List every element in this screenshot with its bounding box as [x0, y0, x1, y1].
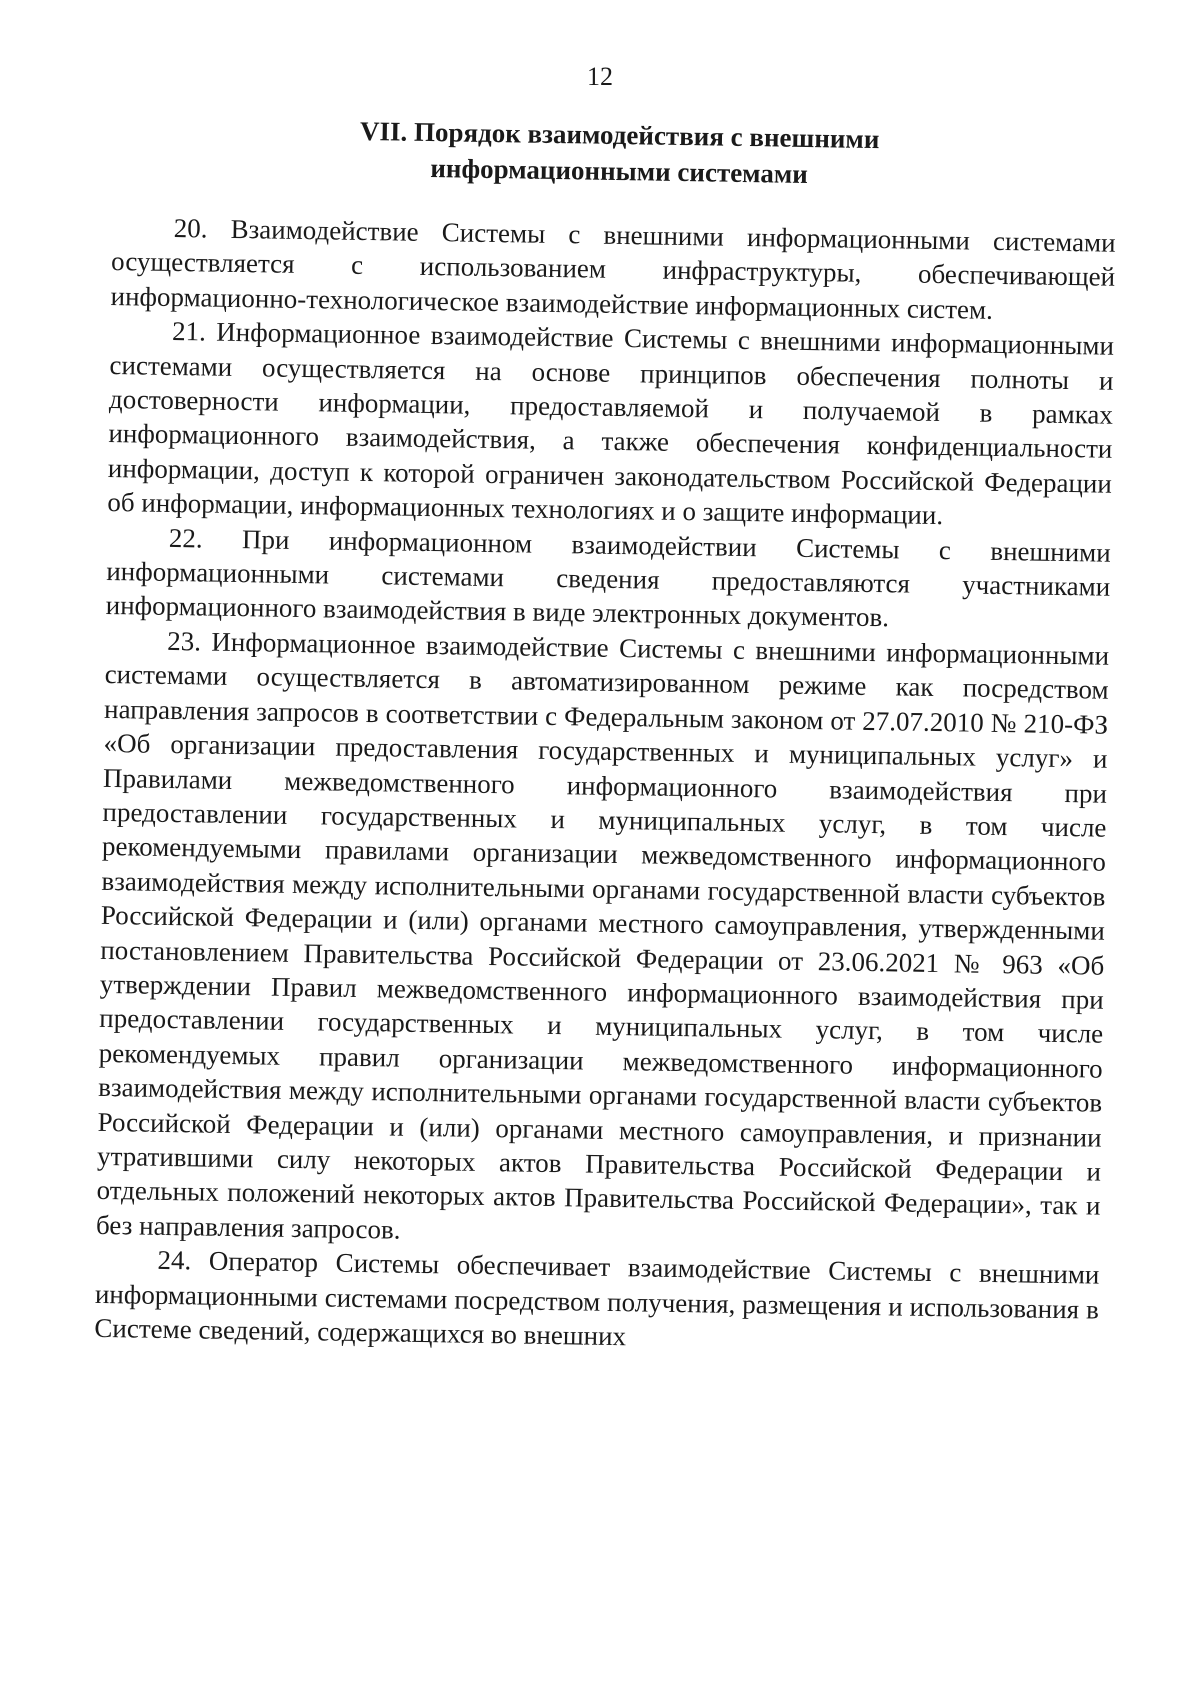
paragraph-22: 22. При информационном взаимодействии Системы с внешними информационными системами сведения предоставляются участниками информационного взаимодействия в виде электронных документов. [105, 522, 1111, 633]
page-number: 12 [587, 62, 613, 91]
paragraph-21: 21. Информационное взаимодействие Системы с внешними информационными системами осуществляется на основе принципов обеспечения полноты и достоверности информации, предоставляемой и получаемой в рамках информационного взаимодействия, а также обеспечения конфиденциальности информации, доступ к которой ограничен законодательством Российской Федерации об информации, информационных технологиях и о защите информации. [107, 316, 1115, 531]
paragraph-23: 23. Информационное взаимодействие Системы с внешними информационными системами осуществляется в автоматизированном режиме как посредством направления запросов в соответствии с Федеральным законом от 27.07.2010 № 210-ФЗ «Об организации предоставления государственных и муниципальных услуг» и Правилами межведомственного информационного взаимодействия при предоставлении государственных и муниципальных услуг, в том числе рекомендуемыми правилами организации межведомственного информационного взаимодействия между исполнительными органами государственной власти субъектов Российской Федерации и (или) органами местного самоуправления, утвержденными постановлением Правительства Российской Федерации от 23.06.2021 № 963 «Об утверждении Правил межведомственного информационного взаимодействия при предоставлении государственных и муниципальных услуг, в том числе рекомендуемых правил организации межведомственного информационного взаимодействия между исполнительными органами государственной власти субъектов Российской Федерации и (или) органами местного самоуправления, и признании утратившими силу некоторых актов Правительства Российской Федерации и отдельных положений некоторых актов Правительства Российской Федерации», так и без направления запросов. [95, 625, 1110, 1245]
paragraph-20: 20. Взаимодействие Системы с внешними информационными системами осуществляется с использованием инфраструктуры, обеспечивающей информационно-технологическое взаимодействие информационных систем. [110, 212, 1116, 325]
paragraph-24: 24. Оператор Системы обеспечивает взаимодействие Системы с внешними информационными системами посредством получения, размещения и использования в Системе сведений, содержащихся во внешних [94, 1245, 1100, 1352]
document-body [94, 210, 1116, 1361]
section-title: VII. Порядок взаимодействия с внешними информационными системами [359, 115, 880, 189]
